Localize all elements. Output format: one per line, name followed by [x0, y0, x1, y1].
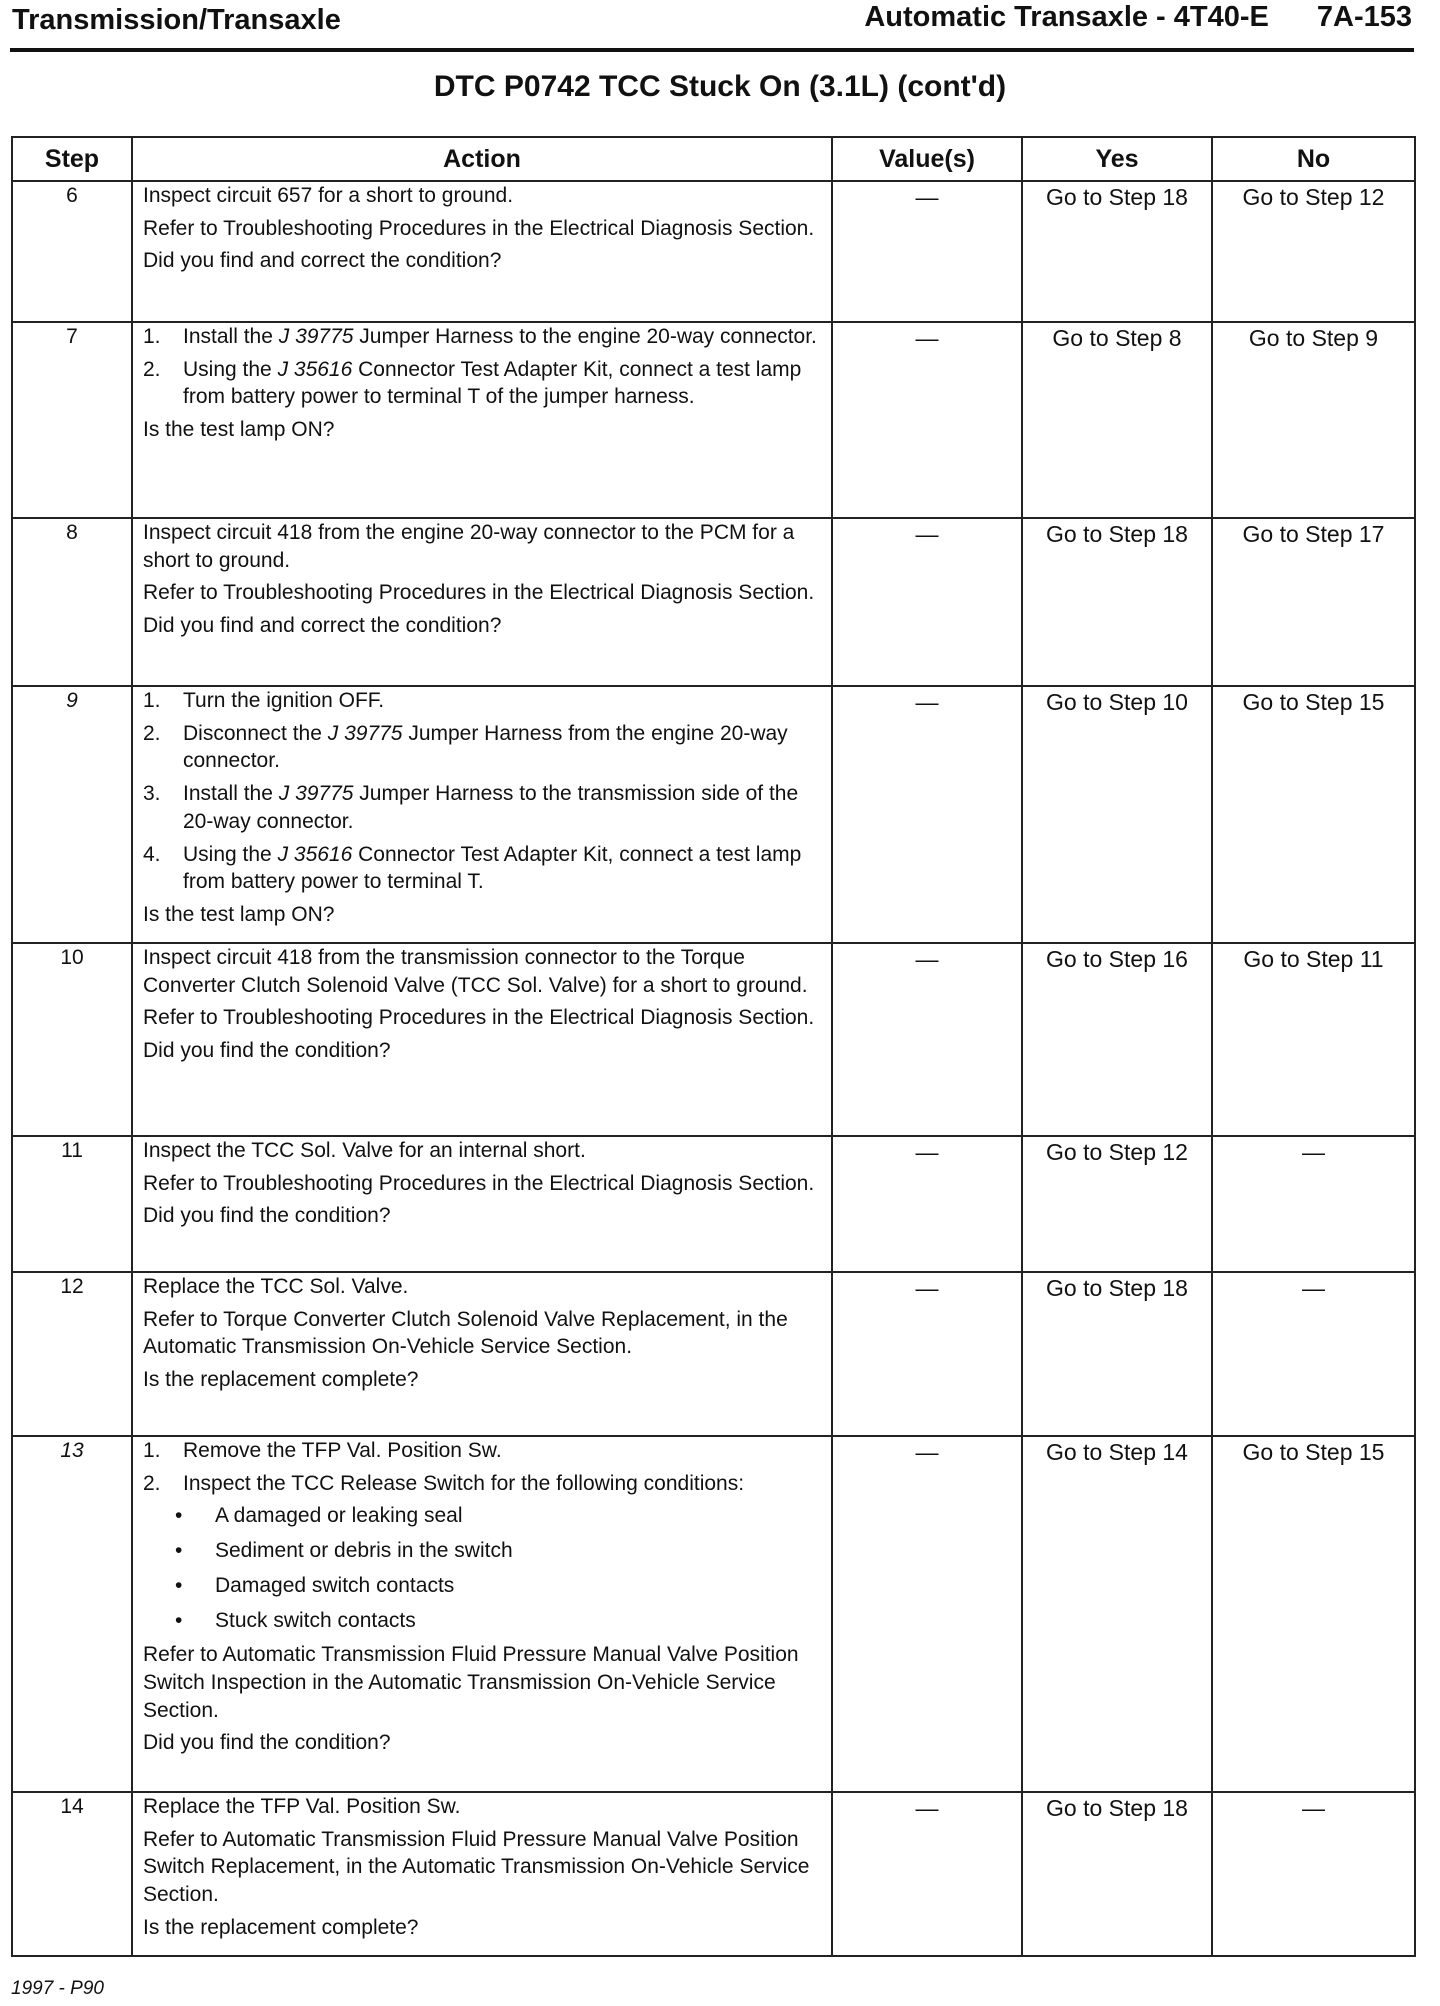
action-question: Is the replacement complete?: [143, 1915, 419, 1939]
col-header-values: Value(s): [832, 137, 1022, 181]
col-header-yes: Yes: [1022, 137, 1212, 181]
step-number: 6: [12, 181, 132, 322]
step-action: [132, 1436, 832, 1792]
action-text: Inspect circuit 418 from the engine 20-way connector to the PCM for a short to ground.: [143, 521, 795, 572]
step-value: —: [832, 686, 1022, 943]
step-no: Go to Step 15: [1212, 1436, 1415, 1792]
step-action: [132, 181, 832, 322]
table-row: [12, 181, 1415, 322]
page-header: [10, 0, 1414, 52]
action-reference: Refer to Troubleshooting Procedures in the Electrical Diagnosis Section.: [143, 216, 815, 240]
action-question: Is the replacement complete?: [143, 1368, 419, 1392]
action-reference: Refer to Troubleshooting Procedures in the Electrical Diagnosis Section.: [143, 581, 815, 605]
step-value: —: [832, 1792, 1022, 1956]
col-header-no: No: [1212, 137, 1415, 181]
action-text: Replace the TFP Val. Position Sw.: [143, 1795, 461, 1818]
step-no: Go to Step 11: [1212, 943, 1415, 1136]
step-yes: Go to Step 18: [1022, 1792, 1212, 1956]
step-action: [132, 1272, 832, 1436]
col-header-action: Action: [132, 137, 832, 181]
page-number: 7A-153: [1316, 1, 1412, 33]
action-question: Did you find the condition?: [143, 1039, 391, 1063]
action-question: Did you find and correct the condition?: [143, 614, 502, 638]
step-action: [132, 322, 832, 518]
tool-number: J 35616: [277, 842, 353, 866]
action-item: 2. Disconnect the J 39775 Jumper Harness from the engine 20-way connector.: [143, 721, 788, 773]
action-text: Replace the TCC Sol. Valve.: [143, 1275, 409, 1298]
step-yes: Go to Step 18: [1022, 1272, 1212, 1436]
action-reference: Refer to Torque Converter Clutch Solenoid Valve Replacement, in the Automatic Transmission On-Vehicle Service Section.: [143, 1307, 788, 1359]
bullet-item: • Sediment or debris in the switch: [175, 1539, 513, 1563]
action-item: 1. Turn the ignition OFF.: [143, 689, 385, 712]
action-question: Is the test lamp ON?: [143, 903, 335, 927]
step-action: [132, 1136, 832, 1272]
table-row: [12, 322, 1415, 518]
action-item: 2. Using the J 35616 Connector Test Adapter Kit, connect a test lamp from battery power to terminal T of the jumper harness.: [143, 357, 802, 409]
action-item: 2. Inspect the TCC Release Switch for the following conditions:: [143, 1471, 745, 1495]
step-action: [132, 943, 832, 1136]
action-question: Did you find the condition?: [143, 1204, 391, 1228]
action-reference: Refer to Troubleshooting Procedures in the Electrical Diagnosis Section.: [143, 1171, 815, 1195]
step-value: —: [832, 518, 1022, 686]
step-yes: Go to Step 10: [1022, 686, 1212, 943]
tool-number: J 35616: [277, 357, 353, 381]
step-yes: Go to Step 18: [1022, 181, 1212, 322]
action-question: Did you find and correct the condition?: [143, 249, 502, 273]
document-title: DTC P0742 TCC Stuck On (3.1L) (cont'd): [433, 70, 1007, 103]
bullet-item: • Stuck switch contacts: [175, 1608, 416, 1632]
table-row: [12, 1436, 1415, 1792]
header-right: [864, 1, 1412, 34]
step-yes: Go to Step 14: [1022, 1436, 1212, 1792]
step-no: Go to Step 9: [1212, 322, 1415, 518]
step-number: 10: [12, 943, 132, 1136]
bullet-item: • Damaged switch contacts: [175, 1573, 455, 1597]
step-value: —: [832, 1436, 1022, 1792]
table-row: [12, 1272, 1415, 1436]
header-section: Automatic Transaxle - 4T40-E: [864, 1, 1269, 33]
step-value: —: [832, 181, 1022, 322]
step-number: 8: [12, 518, 132, 686]
action-question: Is the test lamp ON?: [143, 418, 335, 442]
action-item: 1. Install the J 39775 Jumper Harness to the engine 20-way connector.: [143, 325, 817, 348]
action-question: Did you find the condition?: [143, 1731, 391, 1755]
step-no: Go to Step 17: [1212, 518, 1415, 686]
col-header-step: Step: [12, 137, 132, 181]
table-row: [12, 1792, 1415, 1956]
step-action: [132, 1792, 832, 1956]
action-text: Inspect circuit 657 for a short to ground.: [143, 184, 514, 207]
page-footer: 1997 - P90: [11, 1978, 104, 1999]
table-row: [12, 943, 1415, 1136]
action-reference: Refer to Troubleshooting Procedures in the Electrical Diagnosis Section.: [143, 1006, 815, 1030]
tool-number: J 39775: [278, 325, 354, 348]
action-reference: Refer to Automatic Transmission Fluid Pressure Manual Valve Position Switch Replacement, in the Automatic Transmission On-Vehicle Service Section.: [143, 1827, 810, 1907]
step-number: 9: [12, 686, 132, 943]
step-yes: Go to Step 16: [1022, 943, 1212, 1136]
action-item: 4. Using the J 35616 Connector Test Adapter Kit, connect a test lamp from battery power to terminal T.: [143, 842, 802, 894]
table-row: [12, 686, 1415, 943]
step-value: —: [832, 1136, 1022, 1272]
table-row: [12, 1136, 1415, 1272]
diagnostic-table: [11, 136, 1416, 1957]
action-text: Inspect circuit 418 from the transmission connector to the Torque Converter Clutch Solenoid Valve (TCC Sol. Valve) for a short to ground.: [143, 946, 808, 997]
tool-number: J 39775: [327, 721, 403, 745]
step-value: —: [832, 1272, 1022, 1436]
step-number: 13: [12, 1436, 132, 1792]
action-reference: Refer to Automatic Transmission Fluid Pressure Manual Valve Position Switch Inspection in the Automatic Transmission On-Vehicle Service Section.: [143, 1643, 799, 1722]
step-value: —: [832, 322, 1022, 518]
action-item: 1. Remove the TFP Val. Position Sw.: [143, 1439, 502, 1462]
step-yes: Go to Step 8: [1022, 322, 1212, 518]
step-no: Go to Step 12: [1212, 181, 1415, 322]
step-no: —: [1212, 1272, 1415, 1436]
table-header-row: [12, 137, 1415, 181]
step-yes: Go to Step 12: [1022, 1136, 1212, 1272]
step-yes: Go to Step 18: [1022, 518, 1212, 686]
tool-number: J 39775: [278, 782, 354, 806]
step-no: —: [1212, 1136, 1415, 1272]
action-text: Inspect the TCC Sol. Valve for an internal short.: [143, 1139, 586, 1162]
step-number: 7: [12, 322, 132, 518]
step-action: [132, 686, 832, 943]
step-number: 14: [12, 1792, 132, 1956]
step-no: —: [1212, 1792, 1415, 1956]
step-number: 12: [12, 1272, 132, 1436]
step-action: [132, 518, 832, 686]
action-item: 3. Install the J 39775 Jumper Harness to the transmission side of the 20-way connector.: [143, 782, 799, 833]
bullet-item: • A damaged or leaking seal: [175, 1504, 463, 1528]
table-row: [12, 518, 1415, 686]
step-number: 11: [12, 1136, 132, 1272]
step-no: Go to Step 15: [1212, 686, 1415, 943]
header-chapter: Transmission/Transaxle: [12, 4, 341, 36]
step-value: —: [832, 943, 1022, 1136]
